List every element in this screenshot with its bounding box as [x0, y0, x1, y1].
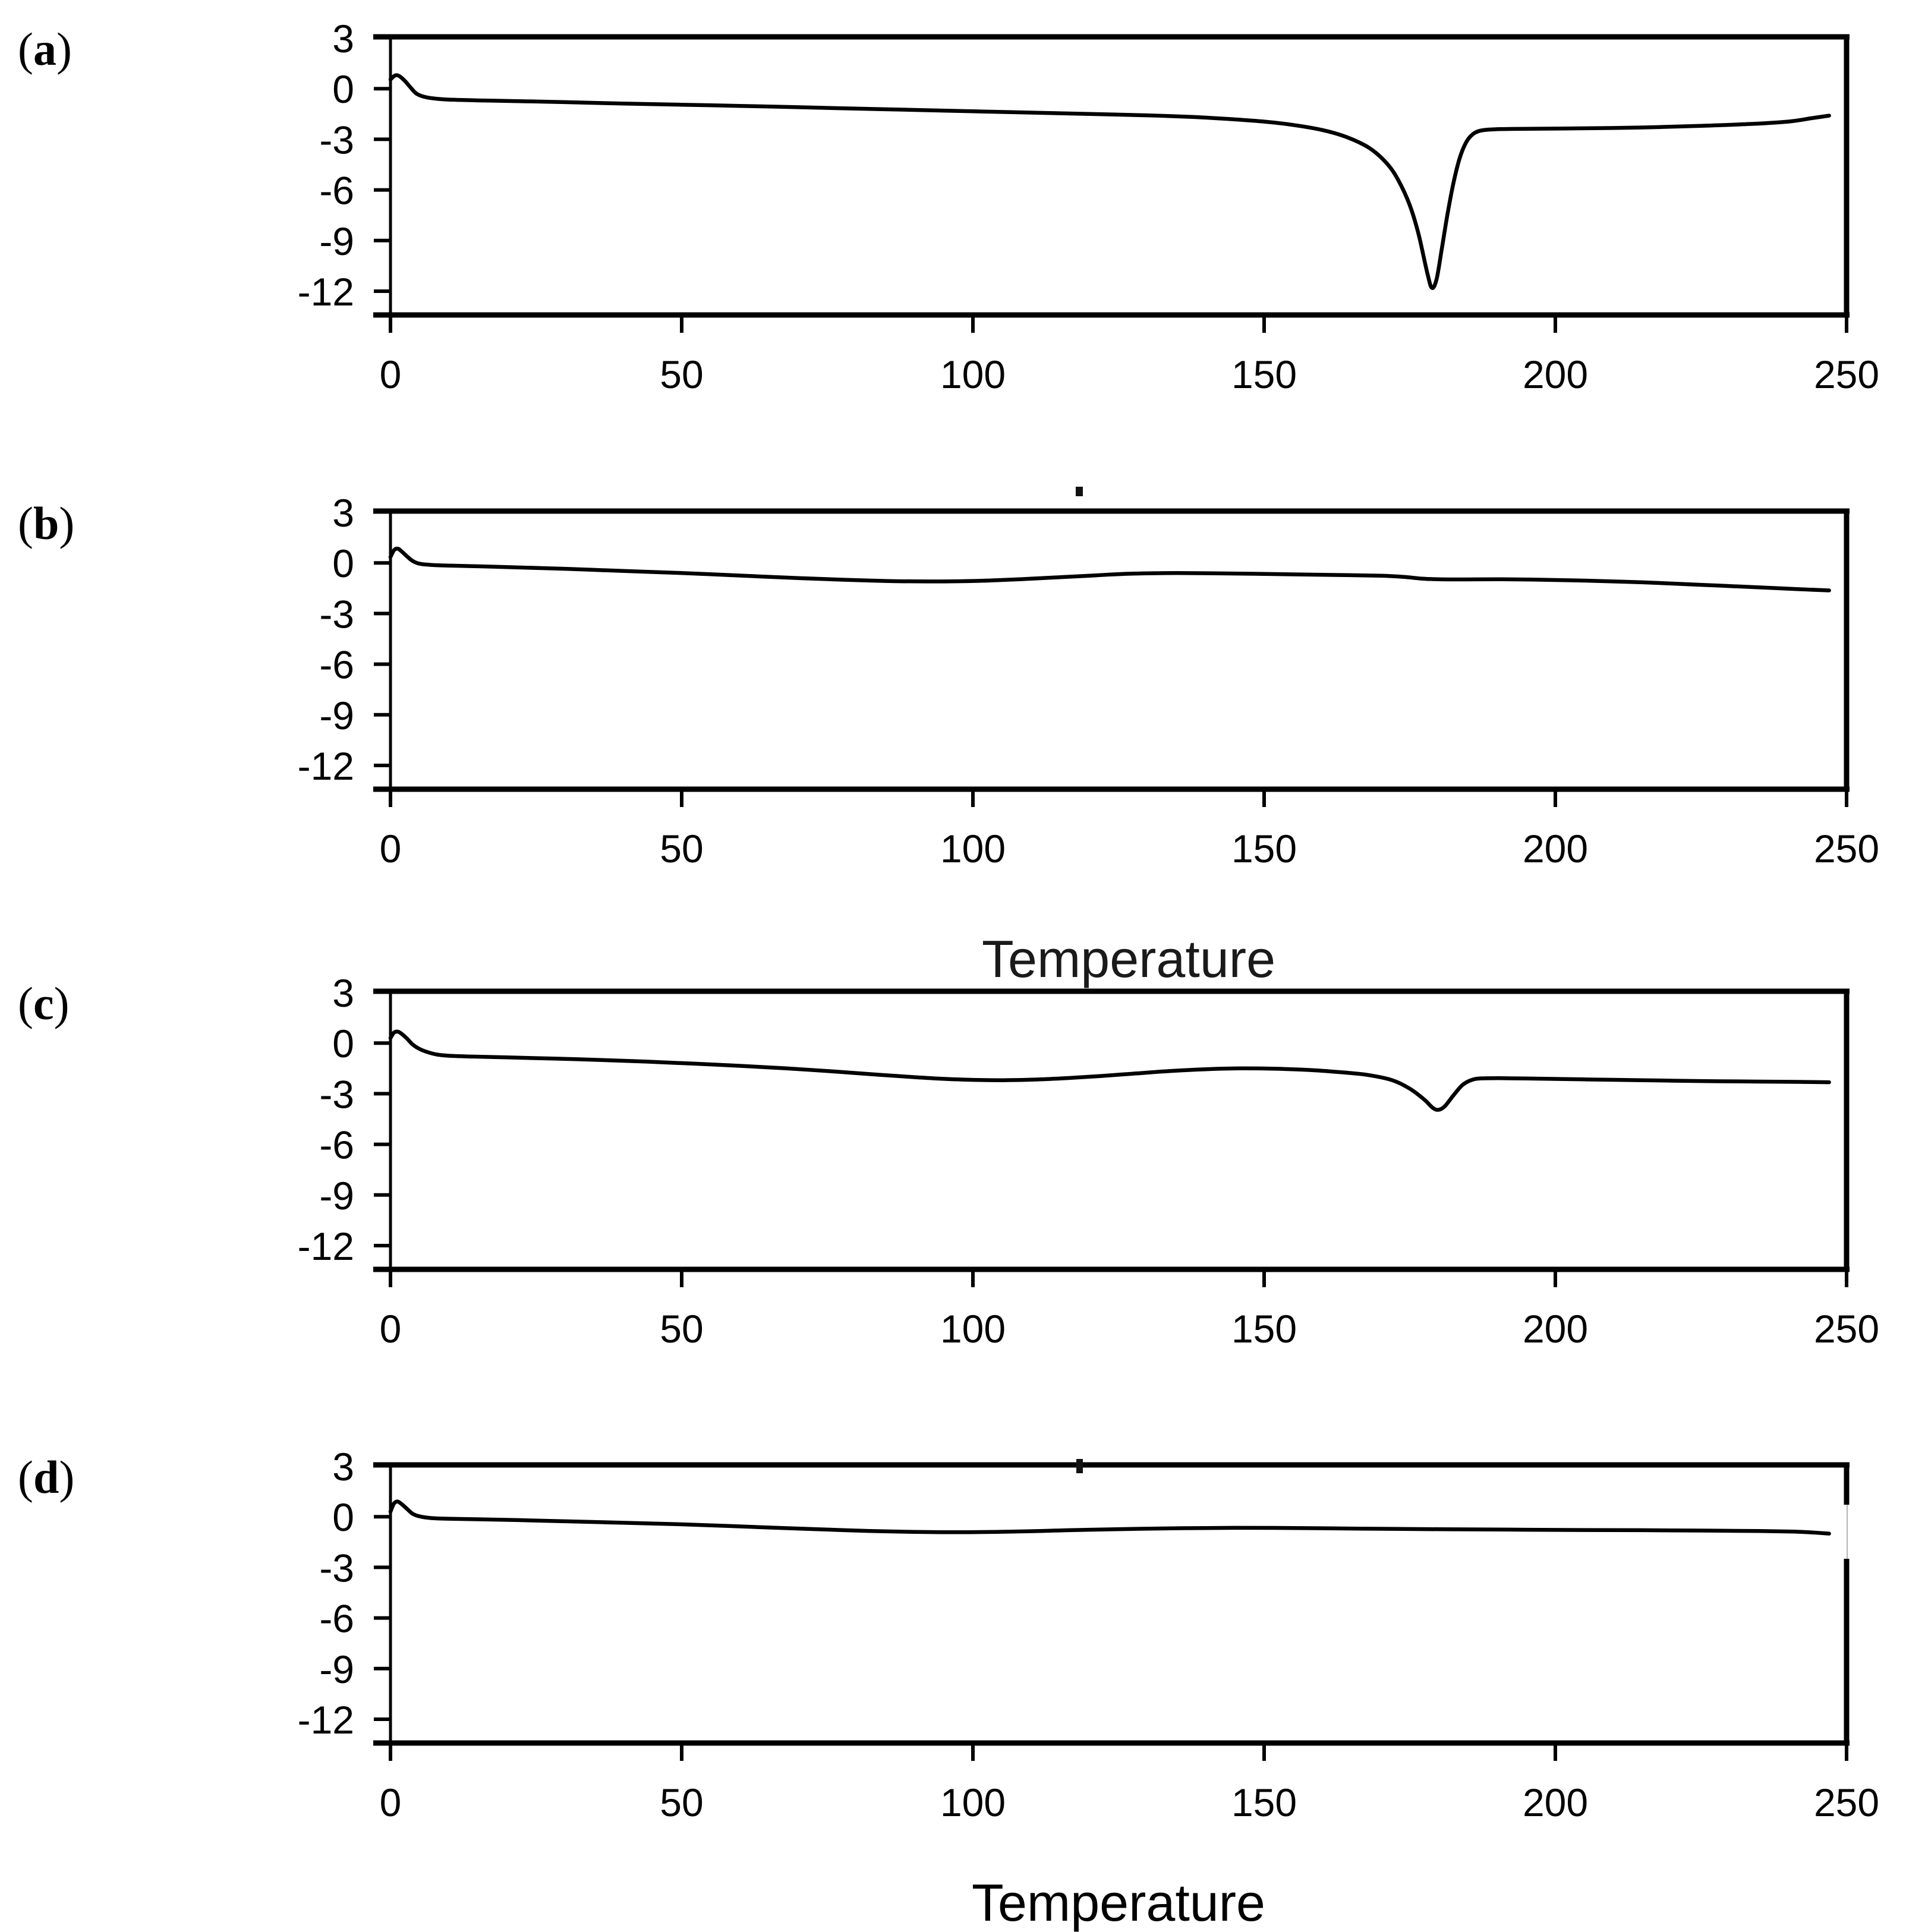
cropped-axis-title-text: Temperature: [982, 929, 1276, 988]
panel-label-c: [18, 978, 70, 1029]
paren-open: (: [18, 497, 33, 549]
dsc-curve-b: [390, 549, 1829, 590]
x-tick-label: 50: [660, 1307, 704, 1351]
x-tick-label: 150: [1231, 827, 1297, 871]
cropped-axis-title-between-b-c: [982, 929, 1276, 997]
x-tick-label: 50: [660, 352, 704, 396]
y-tick-label: -9: [319, 1647, 354, 1691]
x-tick-label: 0: [379, 1780, 402, 1824]
panel-label-a: [18, 24, 72, 75]
y-tick-label: -9: [319, 219, 354, 263]
panel-c: [298, 971, 1879, 1351]
x-tick-label: 200: [1522, 827, 1589, 871]
cropped-axis-title-between-c-d: [1076, 1459, 1083, 1473]
y-tick-label: 0: [332, 541, 354, 586]
y-tick-label: -3: [319, 118, 354, 162]
paren-open: (: [18, 1451, 33, 1503]
y-tick-label: -9: [319, 693, 354, 737]
panel-letter: d: [33, 1451, 59, 1503]
x-tick-label: 200: [1522, 1307, 1589, 1351]
y-tick-label: -12: [297, 1698, 354, 1742]
y-tick-label: -12: [297, 744, 354, 788]
paren-open: (: [18, 23, 33, 75]
paren-close: ): [53, 978, 70, 1029]
paren-close: ): [59, 1451, 75, 1503]
x-tick-label: 100: [940, 1307, 1006, 1351]
paren-close: ): [56, 23, 72, 75]
cropped-axis-title-between-a-b: [1076, 487, 1083, 496]
y-tick-label: -3: [319, 1072, 354, 1117]
panel-letter: b: [33, 497, 59, 549]
x-tick-label: 250: [1813, 1780, 1880, 1824]
y-tick-label: -6: [319, 642, 354, 687]
x-tick-label: 50: [660, 1780, 704, 1824]
panel-letter: a: [33, 23, 56, 75]
y-tick-label: -12: [297, 270, 354, 314]
x-tick-label: 150: [1231, 1780, 1297, 1824]
x-tick-label: 0: [379, 1307, 402, 1351]
y-tick-label: -6: [319, 1596, 354, 1641]
panel-label-d: [18, 1452, 74, 1503]
y-tick-label: -3: [319, 1546, 354, 1590]
panel-a: [298, 17, 1879, 396]
x-tick-label: 250: [1813, 827, 1880, 871]
panel-d: [298, 1445, 1879, 1824]
panel-letter: c: [33, 978, 54, 1029]
x-axis-title: Temperature: [971, 1873, 1265, 1932]
x-tick-label: 200: [1522, 352, 1589, 396]
x-tick-label: 150: [1231, 1307, 1297, 1351]
x-tick-label: 0: [379, 827, 402, 871]
x-tick-label: 250: [1813, 352, 1880, 396]
x-tick-label: 250: [1813, 1307, 1880, 1351]
y-tick-label: 3: [332, 971, 354, 1015]
y-tick-label: 0: [332, 1022, 354, 1066]
y-tick-label: 0: [332, 1495, 354, 1540]
y-tick-label: 3: [332, 17, 354, 61]
dsc-curve-c: [390, 1032, 1829, 1110]
dsc-curve-a: [390, 75, 1829, 288]
x-tick-label: 100: [940, 1780, 1006, 1824]
y-tick-label: 3: [332, 1445, 354, 1489]
y-tick-label: -12: [297, 1224, 354, 1268]
x-tick-label: 100: [940, 827, 1006, 871]
y-tick-label: -3: [319, 592, 354, 636]
y-tick-label: -6: [319, 168, 354, 213]
paren-open: (: [18, 978, 33, 1029]
panel-b: [298, 491, 1879, 871]
x-tick-label: 50: [660, 827, 704, 871]
x-tick-label: 150: [1231, 352, 1297, 396]
y-tick-label: 3: [332, 491, 354, 535]
x-tick-label: 0: [379, 352, 402, 396]
y-tick-label: -9: [319, 1173, 354, 1218]
x-tick-label: 100: [940, 352, 1006, 396]
x-tick-label: 200: [1522, 1780, 1589, 1824]
y-tick-label: 0: [332, 67, 354, 112]
dsc-curve-d: [390, 1502, 1829, 1534]
paren-close: ): [59, 497, 75, 549]
panel-label-b: [18, 498, 74, 549]
y-tick-label: -6: [319, 1123, 354, 1167]
